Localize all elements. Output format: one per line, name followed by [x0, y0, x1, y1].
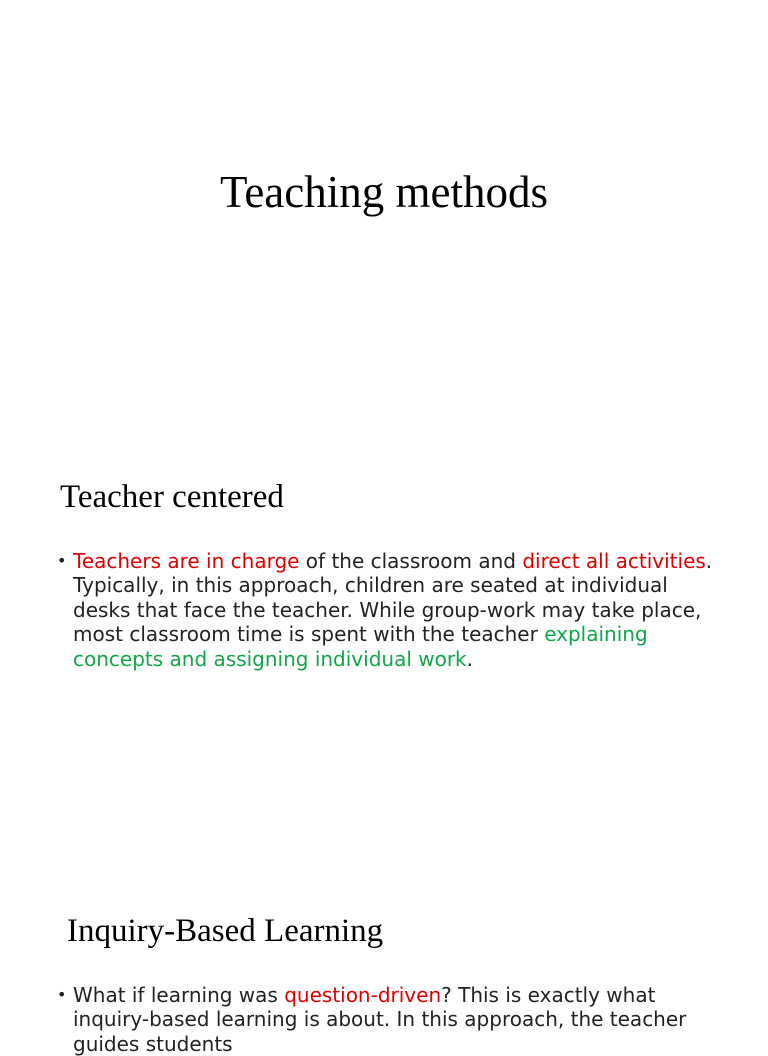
- section-heading-teacher-centered: Teacher centered: [60, 479, 284, 515]
- body-text: .: [466, 646, 473, 671]
- bullet-dot-icon: •: [57, 985, 67, 1004]
- bullet-dot-icon: •: [57, 551, 67, 570]
- highlight-green-text: explaining concepts and assigning individual work: [73, 622, 648, 671]
- highlight-red-text: question-driven: [284, 983, 442, 1007]
- bullet-inquiry-based: [57, 983, 733, 1056]
- highlight-red-text: direct all activities: [522, 549, 706, 573]
- body-text: What if learning was: [73, 983, 285, 1007]
- highlight-red-text: Teachers are in charge: [73, 549, 300, 573]
- body-text: ? This is exactly what inquiry-based learning is about. In this approach, the teacher guides students: [73, 983, 687, 1056]
- slide-title: Teaching methods: [219, 167, 548, 217]
- body-text: . Typically, in this approach, children are seated at individual desks that face the teacher. While group-work may take place, most classroom time is spent with the teacher: [73, 549, 713, 647]
- section-heading-inquiry-based: Inquiry-Based Learning: [67, 913, 384, 949]
- body-text: of the classroom and: [299, 549, 523, 573]
- bullet-teacher-centered: [57, 549, 713, 671]
